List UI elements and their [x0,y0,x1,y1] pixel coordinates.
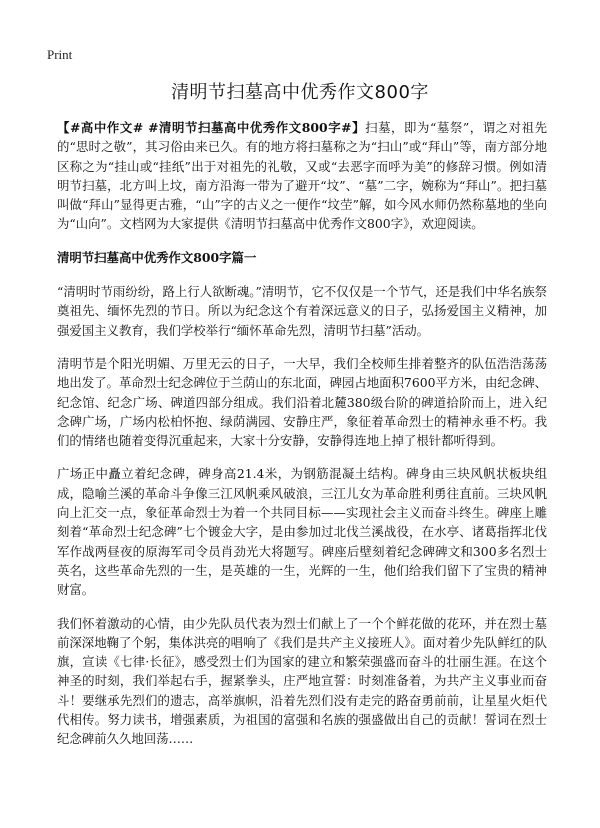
article-title: 清明节扫墓高中优秀作文800字 [171,82,429,103]
article-body [57,118,547,763]
intro-text: 扫墓，即为“墓祭”，谓之对祖先的“思时之敬”，其习俗由来已久。有的地方将扫墓称之为“扫山”或“拜山”等，南方部分地区称之为“挂山或“挂纸”出于对祖先的礼敬，又或“去恶字而呼为美”的修辞习惯。例如清明节扫墓，北方叫上坟，南方沿海一带为了避开“坟”、“墓”二字，婉称为“拜山”。把扫墓叫做“拜山”显得更古雅，“山”字的古义之一便作“坟茔”解，如今风水师仍然称墓地的坐向为“山向”。文档网为大家提供《清明节扫墓高中优秀作文800字》，欢迎阅读。 [57,120,547,232]
intro-tags: 【#高中作文# #清明节扫墓高中优秀作文800字#】 [57,120,366,135]
body-paragraph-3: 广场正中矗立着纪念碑，碑身高21.4米，为钢筋混凝土结构。碑身由三块风帆状板块组成，隐喻兰溪的革命斗争像三江风帆乘风破浪，三江儿女为革命胜利勇往直前。三块风帆向上汇交一点，象征革命烈士为着一个共同目标——实现社会主义而奋斗终生。碑座上雕刻着“革命烈士纪念碑”七个镀金大字，是由参加过北伐兰溪战役，在水亭、诸葛指挥北伐军作战两昼夜的原海军司令员肖劲光大将题写。碑座后壁刻着纪念碑碑文和300多名烈士英名，这些革命先烈的一生，是英雄的一生，光辉的一生，他们给我们留下了宝贵的精神财富。 [57,466,547,598]
print-label[interactable]: Print [47,47,73,62]
body-paragraph-4: 我们怀着激动的心情，由少先队员代表为烈士们献上了一个个鲜花做的花环，并在烈士墓前深深地鞠了个躬，集体洪亮的唱响了《我们是共产主义接班人》。面对着少先队鲜红的队旗，宣读《七律·长征》，感受烈士们为国家的建立和繁荣强盛而奋斗的壮丽生涯。在这个神圣的时刻，我们举起右手，握紧拳头，庄严地宣誓：时刻准备着，为共产主义事业而奋斗！要继承先烈们的遗志，高举旗帜，沿着先烈们没有走完的路奋勇前前，让星星火炬代代相传。努力读书，增强素质，为祖国的富强和名族的强盛做出自己的贡献！誓词在烈士纪念碑前久久地回荡…… [57,615,547,747]
intro-paragraph [57,118,547,234]
body-paragraph-2: 清明节是个阳光明媚、万里无云的日子，一大早，我们全校师生排着整齐的队伍浩浩荡荡地出发了。革命烈士纪念碑位于兰荫山的东北面，碑园占地面积7600平方米，由纪念碑、纪念馆、纪念广场、碑道四部分组成。我们沿着北麓380级台阶的碑道拾阶而上，进入纪念碑广场，广场内松柏怀抱、绿荫满园、安静庄严，象征着革命烈士的精神永垂不朽。我们的情绪也随着变得沉重起来，大家十分安静，安静得连地上掉了根针都听得到。 [57,355,547,449]
section-heading: 清明节扫墓高中优秀作文800字篇一 [57,249,257,265]
body-paragraph-1: “清明时节雨纷纷，路上行人欲断魂。”清明节，它不仅仅是一个节气，还是我们中华名族祭奠祖先、缅怀先烈的节日。所以为纪念这个有着深远意义的日子，弘扬爱国主义精神，加强爱国主义教育，我们学校举行“缅怀革命先烈，清明节扫墓”活动。 [57,284,547,338]
